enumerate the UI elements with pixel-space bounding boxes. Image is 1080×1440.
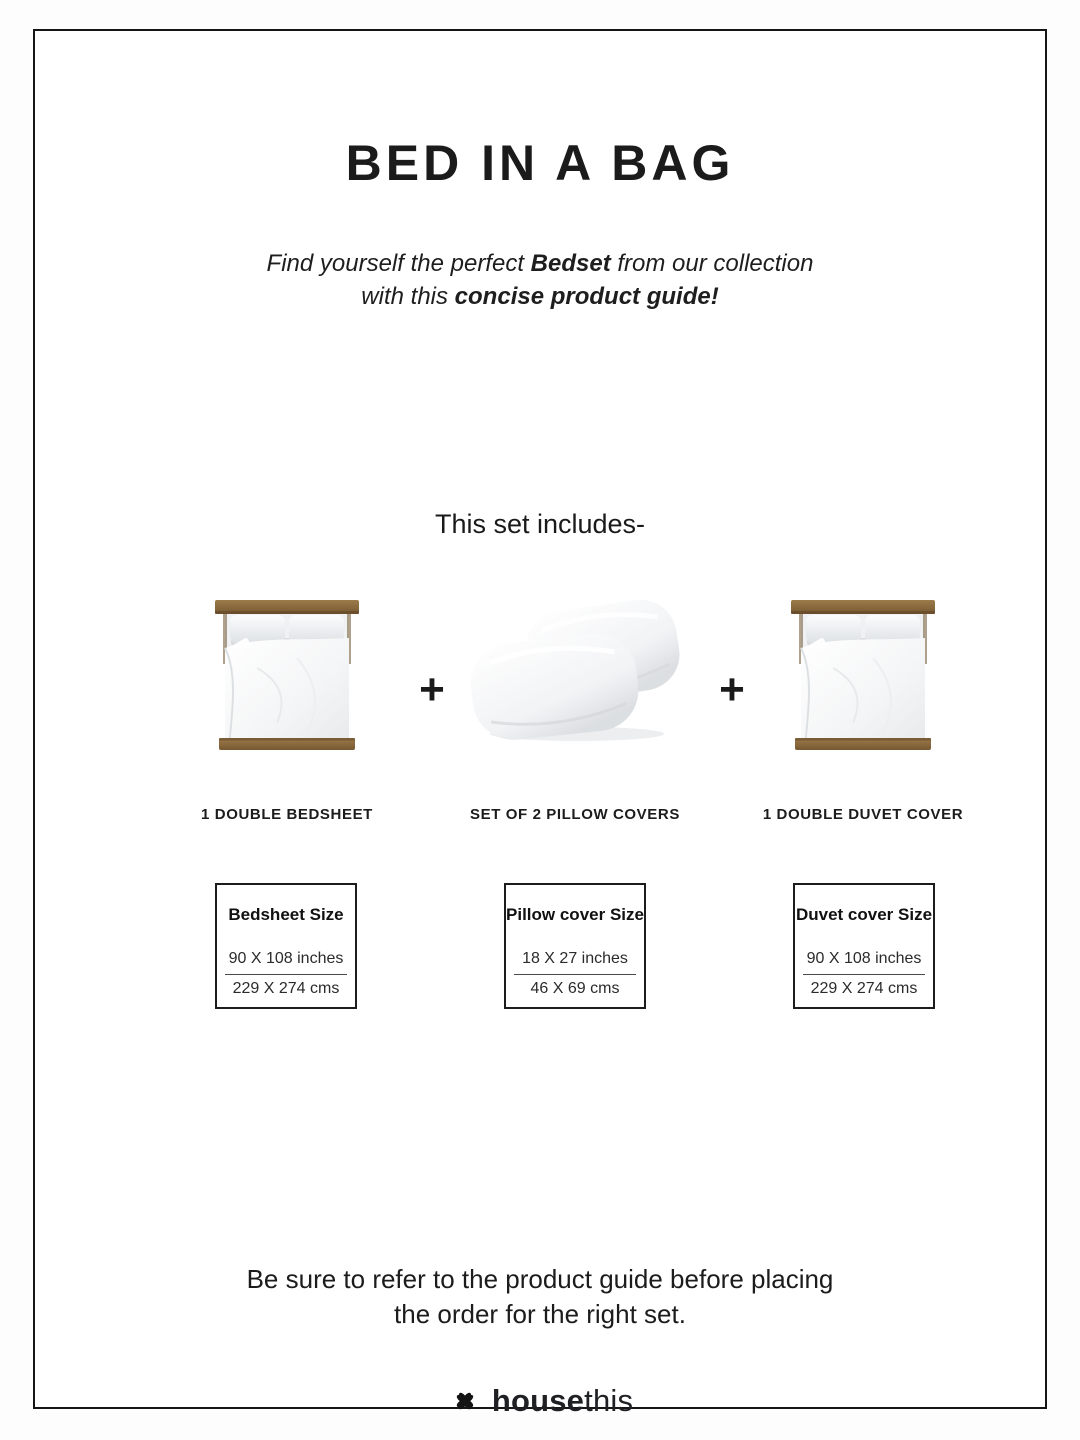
subtitle (35, 247, 1045, 313)
size-cms: 229 X 274 cms (810, 980, 918, 997)
size-inches: 90 X 108 inches (225, 950, 347, 975)
item-label-bedsheet: 1 DOUBLE BEDSHEET (201, 806, 373, 823)
size-box-title: Pillow cover Size (506, 905, 644, 924)
page-title: BED IN A BAG (345, 135, 735, 191)
item-label-duvet-cover: 1 DOUBLE DUVET COVER (762, 806, 964, 823)
size-inches: 18 X 27 inches (514, 950, 636, 975)
set-includes-heading: This set includes- (434, 509, 646, 539)
subtitle-line1-bold: Bedset (530, 250, 611, 277)
plus-icon: + (419, 665, 445, 714)
footer-note (35, 1262, 1045, 1332)
size-box-title: Bedsheet Size (228, 905, 344, 924)
bedsheet-bed-top-view-image (207, 597, 367, 759)
size-box-dimensions (225, 950, 347, 998)
bed-top-view-icon (207, 597, 367, 759)
brand-name-light: this (584, 1383, 634, 1418)
size-box-bedsheet (215, 883, 357, 1009)
size-cms: 229 X 274 cms (232, 980, 340, 997)
size-inches: 90 X 108 inches (803, 950, 925, 975)
pillow-pair-image (463, 591, 687, 743)
duvet-bed-top-view-image (783, 597, 943, 759)
brand-name (492, 1383, 633, 1419)
subtitle-line2-bold: concise product guide! (454, 283, 719, 310)
size-cms: 46 X 69 cms (530, 980, 620, 997)
size-box-duvet-cover (793, 883, 935, 1009)
item-label-pillow-covers: SET OF 2 PILLOW COVERS (470, 806, 680, 823)
brand-name-bold: house (491, 1383, 585, 1418)
clover-logo-icon (447, 1383, 483, 1419)
size-box-dimensions (803, 950, 925, 998)
footer-note-line2: the order for the right set. (394, 1299, 686, 1329)
size-box-pillow-cover (504, 883, 646, 1009)
size-box-dimensions (514, 950, 636, 998)
footer-note-line1: Be sure to refer to the product guide before placing (246, 1264, 834, 1294)
subtitle-line2-pre: with this (361, 283, 455, 310)
bed-top-view-icon (783, 597, 943, 759)
subtitle-line1-pre: Find yourself the perfect (266, 250, 531, 277)
brand-logo (35, 1383, 1045, 1419)
pillow-pair-icon (463, 591, 687, 743)
plus-icon: + (719, 665, 745, 714)
page-border-frame (33, 29, 1047, 1418)
subtitle-line1-post: from our collection (610, 250, 814, 277)
size-box-title: Duvet cover Size (795, 905, 933, 924)
